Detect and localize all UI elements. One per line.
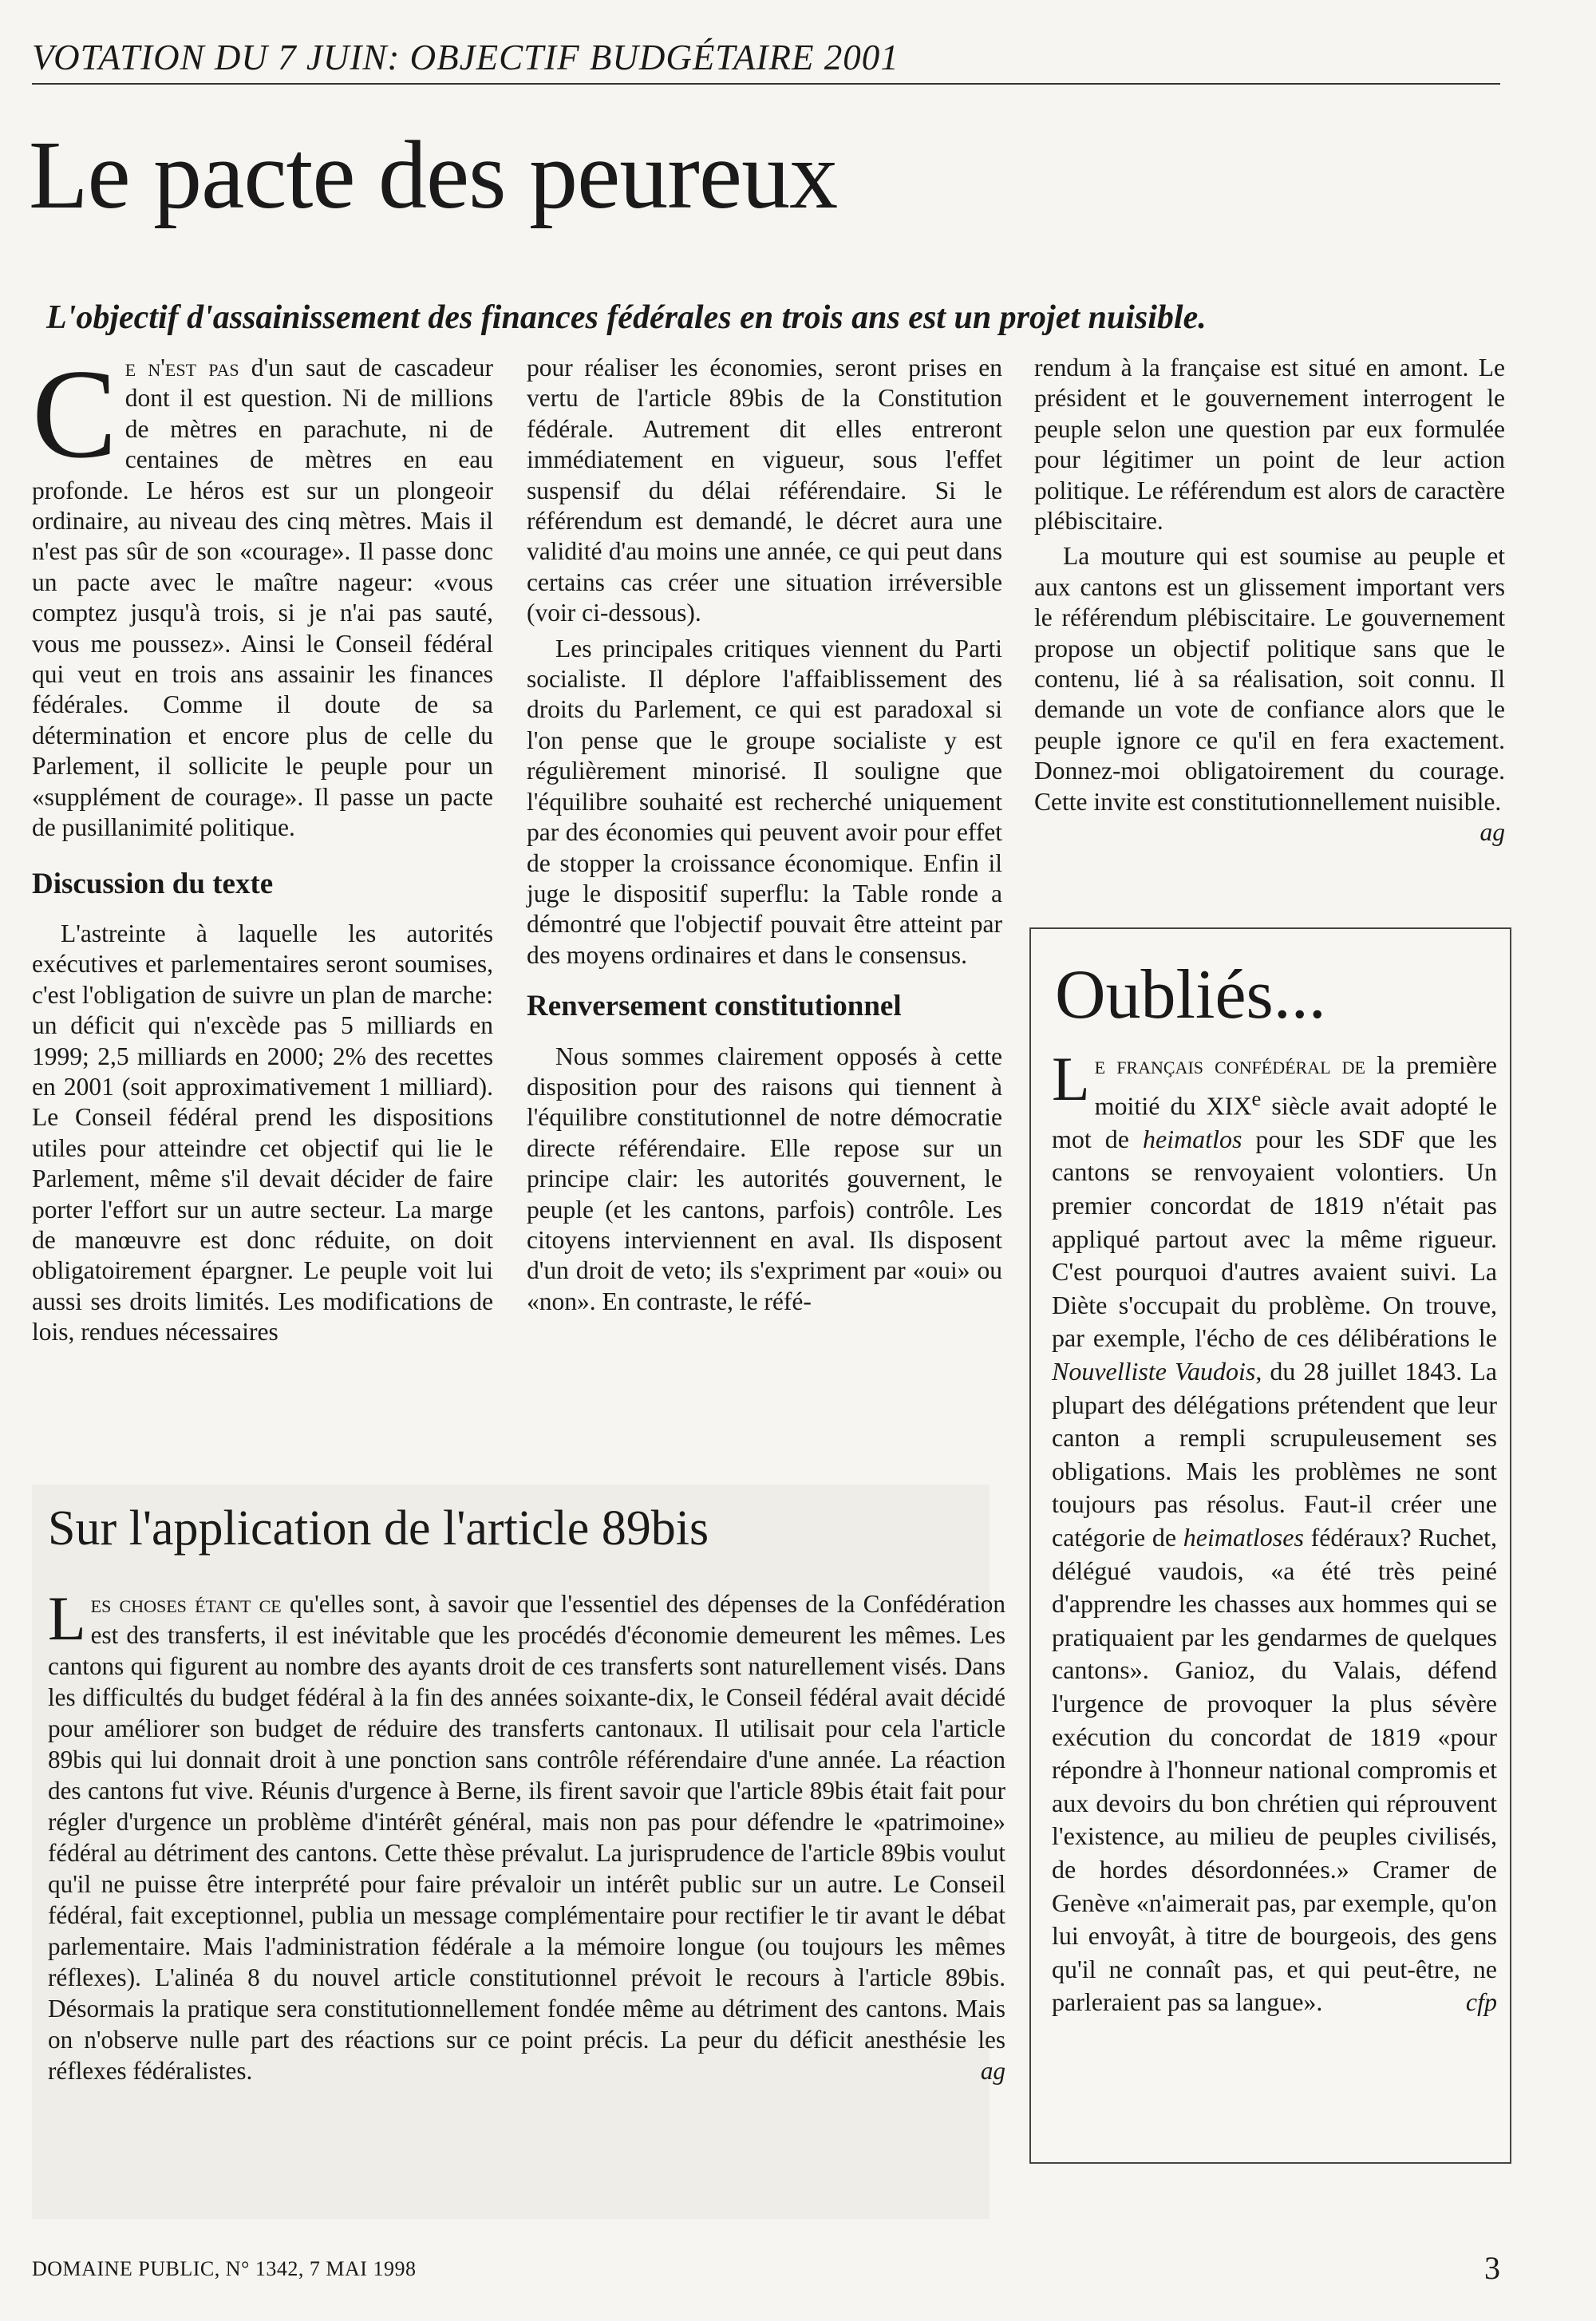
lead-in: es choses étant ce [90,1590,282,1618]
paragraph-text: , du 28 juillet 1843. La plupart des délégations prétendent que leur canton a rempli scrupuleusement ses obligations. Mais les problèmes ne sont toujours pas résolus. Faut-il créer une catégorie de [1052,1357,1497,1552]
page-number: 3 [1484,2250,1500,2286]
author-signature: ag [980,2057,1005,2085]
paragraph-text: La mouture qui est soumise au peuple et aux cantons est un glissement important vers le référendum plébiscitaire. Le gouvernement propose un objectif politique sans que le contenu, lié à sa réalisation, soit connu. Il demande un vote de confiance alors que le peuple ignore ce qu'il en fera exactement. Donnez-moi obligatoirement du courage. Cette invite est constitutionnellement nuisible. [1034,542,1505,816]
paragraph-text: siècle avait adopté le mot de [1052,1091,1498,1153]
box-body [1052,1044,1498,2019]
box-title: Oubliés... [1055,956,1326,1034]
drop-cap: C [32,342,117,484]
subheading-discussion: Discussion du texte [32,867,274,900]
box-title: Sur l'application de l'article 89bis [48,1501,709,1556]
section-kicker: VOTATION DU 7 JUIN: OBJECTIF BUDGÉTAIRE 2001 [32,37,1500,85]
lead-in: e n'est pas [124,354,239,382]
publication-footer: DOMAINE PUBLIC, N° 1342, 7 MAI 1998 [32,2257,417,2280]
article-paragraph [32,342,493,844]
article-paragraph: Nous sommes clairement opposés à cette disposition pour des raisons qui tiennent à l'équilibre constitutionnel de notre démocratie directe référendaire. Elle repose sur un principe clair: les autorités gouvernent, le peuple (et les cantons, parfois) contrôle. Les citoyens interviennent en aval. Ils disposent d'un droit de veto; ils s'expriment par «oui» ou «non». En contraste, le réfé- [527,1042,1002,1315]
paragraph-text: qu'elles sont, à savoir que l'essentiel des dépenses de la Confédération est des transferts, il est inévitable que les procédés d'économie demeurent les mêmes. Les cantons qui figurent au nombre des ayants droit de ces transferts sont naturellement visés. Dans les difficultés du budget fédéral à la fin des années soixante-dix, le Conseil fédéral avait décidé pour améliorer son budget de réduire des transferts cantonaux. Il utilisait pour cela l'article 89bis qui lui donnait droit à une ponction sans contrôle référendaire d'une année. La réaction des cantons fut vive. Réunis d'urgence à Berne, ils firent savoir que l'article 89bis était fait pour régler d'urgence un problème d'intérêt général, mais non pas pour défendre le «patrimoine» fédéral au détriment des cantons. Cette thèse prévalut. La jurisprudence de l'article 89bis voulut qu'il ne puisse être interprété pour faire prévaloir un intérêt public sur un autre. Le Conseil fédéral, fait exceptionnel, publia un message complémentaire pour rectifier le tir avant le débat parlementaire. Mais l'administration fédérale a la mémoire longue (ou toujours les mêmes réflexes). L'alinéa 8 du nouvel article constitutionnel prévoit le recours à l'article 89bis. Désormais la pratique sera constitutionnellement fondée même au détriment des cantons. Mais on n'observe nulle part des réactions sur ce point précis. La peur du déficit anesthésie les réflexes fédéralistes. [48,1590,1005,2085]
sidebar-box-oublies [1029,927,1511,2164]
article-column-2 [527,353,1002,1317]
subheading-renversement: Renversement constitutionnel [527,990,902,1023]
box-body [48,1584,1005,2086]
box-paragraph [48,1584,1005,2086]
superscript: e [1251,1085,1262,1110]
drop-cap: L [1052,1044,1090,1113]
sidebar-box-89bis [32,1485,1005,2219]
paragraph-text: pour les SDF que les cantons se renvoyaient volontiers. Un premier concordat de 1819 n'était pas appliqué partout avec la même rigueur. C'est pourquoi d'autres avaient suivi. La Diète s'occupait du problème. On trouve, par exemple, l'écho de ces délibérations le [1052,1124,1498,1353]
article-paragraph: rendum à la française est situé en amont. Le président et le gouvernement interrogent le peuple selon une question par eux formulée pour légitimer un point de leur action politique. Le référendum est alors de caractère plébiscitaire. [1034,354,1505,536]
article-column-3 [1034,353,1505,848]
drop-cap: L [48,1584,86,1653]
paragraph-text: la première moitié du XIX [1094,1050,1498,1121]
box-paragraph [1052,1044,1498,2019]
headline: Le pacte des peureux [29,121,838,229]
article-paragraph: pour réaliser les économies, seront prises en vertu de l'article 89bis de la Constitution fédérale. Autrement dit elles entreront immédiatement en vigueur, sous l'effet suspensif du délai référendaire. Si le référendum est demandé, le décret aura une validité d'au moins une année, ce qui peut dans certains cas créer une situation irréversible (voir ci-dessous). [527,354,1002,627]
emphasis: Nouvelliste Vaudois [1052,1357,1256,1386]
lead-in: e français confédéral de [1094,1050,1365,1079]
article-paragraph [1034,541,1505,847]
emphasis: heimatloses [1183,1522,1304,1552]
article-paragraph: Les principales critiques viennent du Parti socialiste. Il déplore l'affaiblissement des droits du Parlement, ce qui est paradoxal si l'on pense que le groupe socialiste y est régulièrement minorisé. Il souligne que l'équilibre souhaité est recherché uniquement par des économies qui peuvent avoir pour effet de stopper la croissance économique. Enfin il juge le dispositif superflu: la Table ronde a démontré que l'objectif pouvait être atteint par des moyens ordinaires et dans le consensus. [527,634,1002,969]
article-paragraph: L'astreinte à laquelle les autorités exécutives et parlementaires seront soumises, c'est l'obligation de suivre un plan de marche: un déficit qui n'excède pas 5 milliards en 1999; 2,5 milliards en 2000; 2% des recettes en 2001 (soit approximativement 1 milliard). Le Conseil fédéral prend les dispositions utiles pour atteindre cet objectif qui lie le Parlement, même s'il devait décider de faire porter l'effort sur un autre secteur. La marge de manœuvre est donc réduite, on doit obligatoirement épargner. Le peuple voit lui aussi ses droits limités. Les modifications de lois, rendues nécessaires [32,919,493,1346]
paragraph-text: fédéraux? Ruchet, délégué vaudois, «a été très peiné d'apprendre les chasses aux hommes qui se pratiquaient par les gendarmes de quelques cantons». Ganioz, du Valais, défend l'urgence de provoquer la plus sévère exécution du concordat de 1819 «pour répondre à l'honneur national compromis et aux devoirs du bon chrétien qui réprouvent l'existence, au milieu de peuples civilisés, de hordes désordonnées.» Cramer de Genève «n'aimerait pas, par exemple, qu'on lui envoyât, à titre de bourgeois, des gens qu'il ne connaît pas, et qui peut-être, ne parleraient pas sa langue». [1052,1522,1497,2017]
article-column-1 [32,342,493,1348]
author-signature: cfp [1465,1987,1497,2017]
lede: L'objectif d'assainissement des finances fédérales en trois ans est un projet nuisible. [46,299,1207,336]
author-signature: ag [1479,818,1505,847]
emphasis: heimatlos [1142,1124,1242,1153]
paragraph-text: d'un saut de cascadeur dont il est question. Ni de millions de mètres en parachute, ni de centaines de mètres en eau profonde. Le héros est sur un plongeoir ordinaire, au niveau des cinq mètres. Mais il n'est pas sûr de son «courage». Il passe donc un pacte avec le maître nageur: «vous comptez jusqu'à trois, si je n'ai pas sauté, vous me poussez». Ainsi le Conseil fédéral qui veut en trois ans assainir les finances fédérales. Comme il doute de sa détermination et encore plus de celle du Parlement, il sollicite le peuple pour un «supplément de courage». Il passe un pacte de pusillanimité politique. [32,354,493,842]
